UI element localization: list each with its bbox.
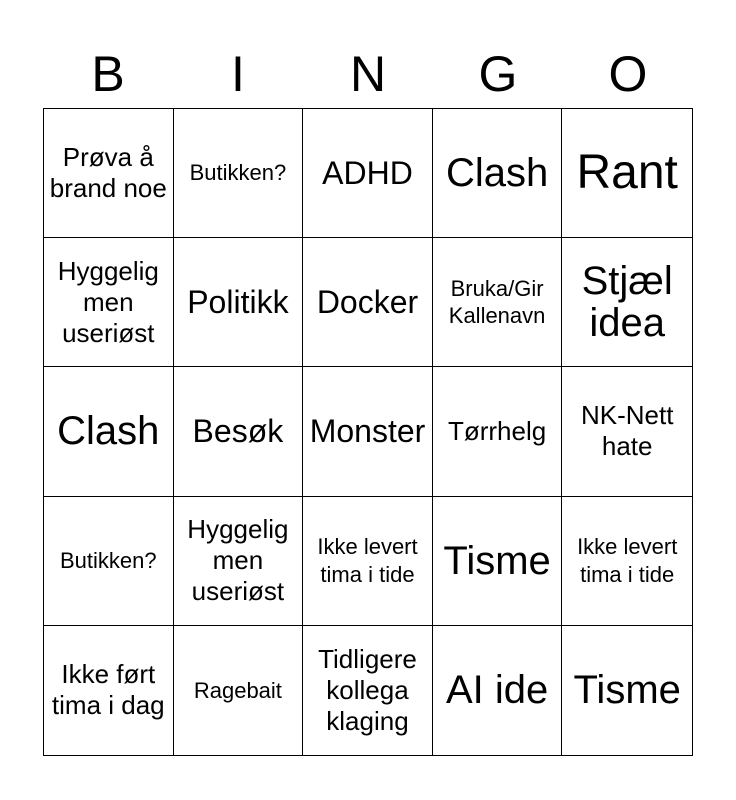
bingo-cell-text: Besøk [192,413,284,450]
bingo-cell[interactable] [433,626,563,755]
bingo-cell[interactable] [174,497,304,626]
bingo-cell-text: Docker [316,283,419,320]
bingo-cell[interactable] [44,238,174,367]
bingo-cell-text: Tørrhelg [447,415,547,446]
bingo-cell[interactable] [174,626,304,755]
header-letter-b: B [91,46,125,102]
bingo-cell[interactable] [433,367,563,496]
bingo-cell-text: NK-Nett hate [580,400,674,462]
header-letter-o: O [608,46,648,102]
bingo-cell[interactable] [433,238,563,367]
bingo-cell[interactable] [44,497,174,626]
header-letter-i: I [231,46,245,102]
bingo-cell-text: Bruka/Gir Kallenavn [448,275,546,329]
bingo-cell[interactable] [303,367,433,496]
bingo-cell-text: Butikken? [59,547,157,573]
bingo-cell[interactable] [303,238,433,367]
bingo-cell-text: ADHD [322,154,413,191]
bingo-cell-text: Ikke levert tima i tide [317,534,418,587]
bingo-cell-text: Stjæl idea [581,259,673,346]
bingo-cell[interactable] [562,497,692,626]
bingo-cell-text: Hyggelig men useriøst [57,255,159,348]
bingo-cell-text: Clash [57,409,160,454]
bingo-cell[interactable] [433,109,563,238]
bingo-cell[interactable] [174,109,304,238]
bingo-cell-text: Clash [445,151,549,196]
bingo-cell-text: Ikke ført tima i dag [51,659,165,721]
bingo-cell-text: Butikken? [189,160,287,186]
bingo-cell-text: AI ide [445,668,549,713]
bingo-cell[interactable] [44,367,174,496]
bingo-cell[interactable] [303,109,433,238]
bingo-cell[interactable] [174,238,304,367]
bingo-cell[interactable] [562,109,692,238]
bingo-cell[interactable] [303,626,433,755]
header-letter-n: N [349,46,387,102]
bingo-cell[interactable] [44,109,174,238]
bingo-cell[interactable] [562,626,692,755]
bingo-cell-text: Tisme [443,538,551,583]
bingo-header [43,40,693,108]
bingo-cell[interactable] [174,367,304,496]
header-letter-g: G [478,46,518,102]
bingo-cell-text: Ikke levert tima i tide [577,534,678,587]
bingo-cell[interactable] [562,238,692,367]
bingo-cell[interactable] [433,497,563,626]
bingo-cell-text: Tisme [573,668,681,713]
bingo-grid [43,108,693,756]
bingo-cell[interactable] [44,626,174,755]
bingo-cell-text: Politikk [187,283,289,320]
bingo-cell-text: Ragebait [193,677,282,703]
bingo-cell-text: Monster [309,413,426,450]
bingo-cell-text: Hyggelig men useriøst [187,513,289,607]
bingo-cell-text: Tidligere kollega klaging [318,643,417,736]
bingo-cell-text: Rant [576,146,678,200]
bingo-cell-text: Prøva å brand noe [49,141,167,204]
bingo-cell[interactable] [303,497,433,626]
bingo-cell[interactable] [562,367,692,496]
